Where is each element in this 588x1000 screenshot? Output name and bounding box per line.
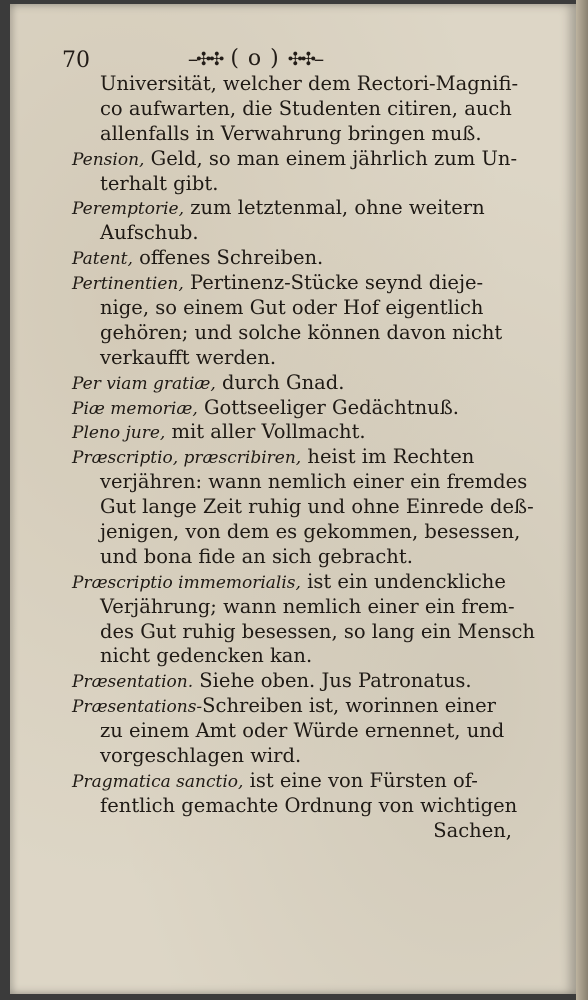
line-text: terhalt gibt. xyxy=(100,171,219,195)
text-line xyxy=(72,371,548,396)
line-text: vorgeschlagen wird. xyxy=(100,744,302,768)
text-line xyxy=(72,545,548,570)
text-line xyxy=(72,769,548,794)
running-head xyxy=(188,46,322,71)
entry-term: Pragmatica sanctio, xyxy=(72,771,244,792)
text-line xyxy=(72,396,548,421)
line-text: Aufschub. xyxy=(100,221,199,245)
line-text: heist im Rechten xyxy=(301,445,475,469)
entry-term: Præscriptio immemorialis, xyxy=(72,572,301,593)
text-line xyxy=(72,620,548,645)
entry-term: Pleno jure, xyxy=(72,423,166,444)
line-text: ist ein undenckliche xyxy=(300,569,506,593)
text-line xyxy=(72,97,548,122)
text-line xyxy=(72,595,548,620)
entry-term: Piæ memoriæ, xyxy=(72,398,198,419)
text-line xyxy=(72,470,548,495)
running-head-center: ( o ) xyxy=(230,46,280,71)
line-text: allenfalls in Verwahrung bringen muß. xyxy=(100,121,482,145)
page-number: 70 xyxy=(62,48,90,73)
entry-term: Peremptorie, xyxy=(72,199,185,220)
line-text: Universität, welcher dem Rectori-Magnifi- xyxy=(100,72,519,95)
line-text: Gottseeliger Gedächtnuß. xyxy=(197,395,459,419)
line-text: Verjährung; wann nemlich einer ein frem- xyxy=(100,594,515,618)
text-line xyxy=(72,296,548,321)
entry-term: Præsentation. xyxy=(72,672,194,693)
text-line xyxy=(72,719,548,744)
text-line xyxy=(72,172,548,197)
text-line xyxy=(72,669,548,694)
text-line xyxy=(72,246,548,271)
line-text: gehören; und solche können davon nicht xyxy=(100,320,503,344)
text-line xyxy=(72,445,548,470)
line-text: offenes Schreiben. xyxy=(132,246,324,270)
text-line xyxy=(72,346,548,371)
entry-term: Pertinentien, xyxy=(72,274,184,295)
catchword: Sachen, xyxy=(433,818,512,842)
entry-term: Patent, xyxy=(72,249,133,270)
line-text: zu einem Amt oder Würde ernennet, und xyxy=(100,719,505,743)
entry-term: Præsentations- xyxy=(72,697,203,718)
text-line xyxy=(72,147,548,172)
line-text: Gut lange Zeit ruhig und ohne Einrede deß- xyxy=(100,495,534,519)
text-line xyxy=(72,271,548,296)
ornament-left: --✣✣ xyxy=(188,49,223,70)
text-line xyxy=(72,72,548,97)
line-text: Siehe oben. Jus Patronatus. xyxy=(193,669,472,693)
page-edge xyxy=(576,0,588,1000)
line-text: des Gut ruhig besessen, so lang ein Mensch xyxy=(100,619,535,643)
line-text: und bona fide an sich gebracht. xyxy=(100,544,413,568)
entry-term: Per viam gratiæ, xyxy=(72,373,216,394)
line-text: Pertinenz-Stücke seynd dieje- xyxy=(183,271,484,295)
line-text: mit aller Vollmacht. xyxy=(165,420,366,444)
text-line xyxy=(72,122,548,147)
text-line xyxy=(72,570,548,595)
text-line xyxy=(72,495,548,520)
line-text: fentlich gemachte Ordnung von wichtigen xyxy=(100,793,518,817)
line-text: nige, so einem Gut oder Hof eigentlich xyxy=(100,296,484,320)
line-text: zum letztenmal, ohne weitern xyxy=(184,196,485,220)
text-line xyxy=(72,196,548,221)
ornament-right: ✣✣-- xyxy=(287,49,323,70)
line-text: Schreiben ist, worinnen einer xyxy=(202,694,496,718)
entry-term: Præscriptio, præscribiren, xyxy=(72,448,302,469)
text-line xyxy=(72,420,548,445)
text-line xyxy=(72,744,548,769)
text-line xyxy=(72,694,548,719)
line-text: verjähren: wann nemlich einer ein fremdes xyxy=(100,470,528,494)
text-line xyxy=(72,221,548,246)
text-line xyxy=(72,644,548,669)
line-text: jenigen, von dem es gekommen, besessen, xyxy=(100,520,521,544)
line-text: co aufwarten, die Studenten citiren, auch xyxy=(100,96,512,120)
text-line xyxy=(72,794,548,819)
text-line xyxy=(72,520,548,545)
text-line xyxy=(72,321,548,346)
line-text: durch Gnad. xyxy=(215,370,345,394)
line-text: ist eine von Fürsten of- xyxy=(243,768,478,792)
line-text: Geld, so man einem jährlich zum Un- xyxy=(144,146,518,170)
body-text xyxy=(72,72,548,844)
entry-term: Pension, xyxy=(72,149,145,170)
line-text: verkaufft werden. xyxy=(100,345,277,369)
line-text: nicht gedencken kan. xyxy=(100,644,313,668)
book-page xyxy=(10,4,576,994)
